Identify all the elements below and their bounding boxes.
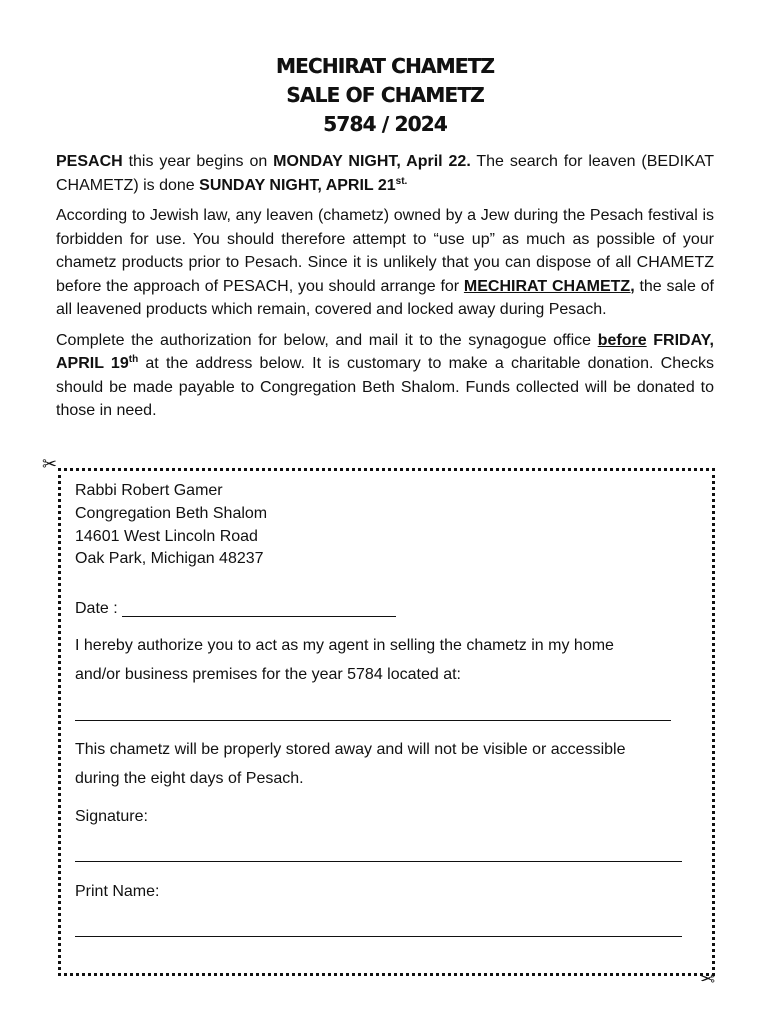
friday-superscript: th: [128, 354, 139, 365]
p1-text-2: The search for leaven (BEDIKAT CHAMETZ) is done: [56, 153, 714, 194]
authorize-line-2: and/or business premises for the year 5784 located at:: [75, 666, 461, 683]
date-label: Date :: [75, 600, 118, 617]
document-title: [0, 52, 770, 139]
address-line-3: 14601 West Lincoln Road: [75, 528, 258, 545]
stored-line-1: This chametz will be properly stored away and will not be visible or accessible: [75, 741, 626, 758]
sunday-night: SUNDAY NIGHT, APRIL 21: [199, 176, 396, 194]
before-emphasis: before: [597, 331, 647, 349]
p2-text-1: According to Jewish law, any leaven (chametz) owned by a Jew during the Pesach festival is forbidden for use. You should therefore attempt to “use up” as much as possible of your chametz products prior to Pesach. Since it is unlikely that you can dispose of all CHAMETZ before the approach of PESACH, you should arrange for: [56, 207, 714, 295]
intro-paragraph-3: [56, 329, 714, 423]
address-line-2: Congregation Beth Shalom: [75, 505, 268, 522]
print-name-label: Print Name:: [75, 883, 160, 900]
date-field[interactable]: [122, 616, 396, 617]
title-line-1: MECHIRAT CHAMETZ: [275, 54, 495, 78]
title-line-3: 5784 / 2024: [323, 112, 447, 136]
address-line-1: Rabbi Robert Gamer: [75, 482, 223, 499]
scissors-icon: ✂: [700, 969, 716, 989]
pesach-word: PESACH: [56, 153, 123, 170]
address-line-4: Oak Park, Michigan 48237: [75, 550, 264, 567]
intro-paragraph-1: [56, 150, 714, 197]
monday-night: MONDAY NIGHT, April 22.: [273, 153, 471, 170]
p3-text-1: Complete the authorization for below, and mail it to the synagogue office: [56, 331, 598, 349]
scissors-icon: ✂: [42, 454, 58, 474]
intro-section: [56, 150, 714, 430]
print-name-field[interactable]: [75, 936, 682, 937]
signature-label: Signature:: [75, 808, 148, 825]
authorize-line-1: I hereby authorize you to act as my agent in selling the chametz in my home: [75, 637, 614, 654]
p3-text-2: at the address below. It is customary to make a charitable donation. Checks should be made payable to Congregation Beth Shalom. Funds collected will be donated to those in need.: [56, 355, 715, 419]
sunday-superscript: st.: [395, 175, 408, 187]
friday-deadline: FRIDAY, APRIL 19: [56, 331, 714, 372]
mechirat-chametz-emphasis: MECHIRAT CHAMETZ,: [463, 277, 635, 295]
intro-paragraph-2: [56, 204, 714, 322]
title-line-2: SALE OF CHAMETZ: [286, 83, 484, 107]
stored-line-2: during the eight days of Pesach.: [75, 770, 304, 787]
p2-text-2: the sale of all leavened products which remain, covered and locked away during Pesach.: [56, 277, 714, 318]
location-field[interactable]: [75, 720, 671, 721]
signature-field[interactable]: [75, 861, 682, 862]
p1-text-1: this year begins on: [122, 153, 274, 170]
